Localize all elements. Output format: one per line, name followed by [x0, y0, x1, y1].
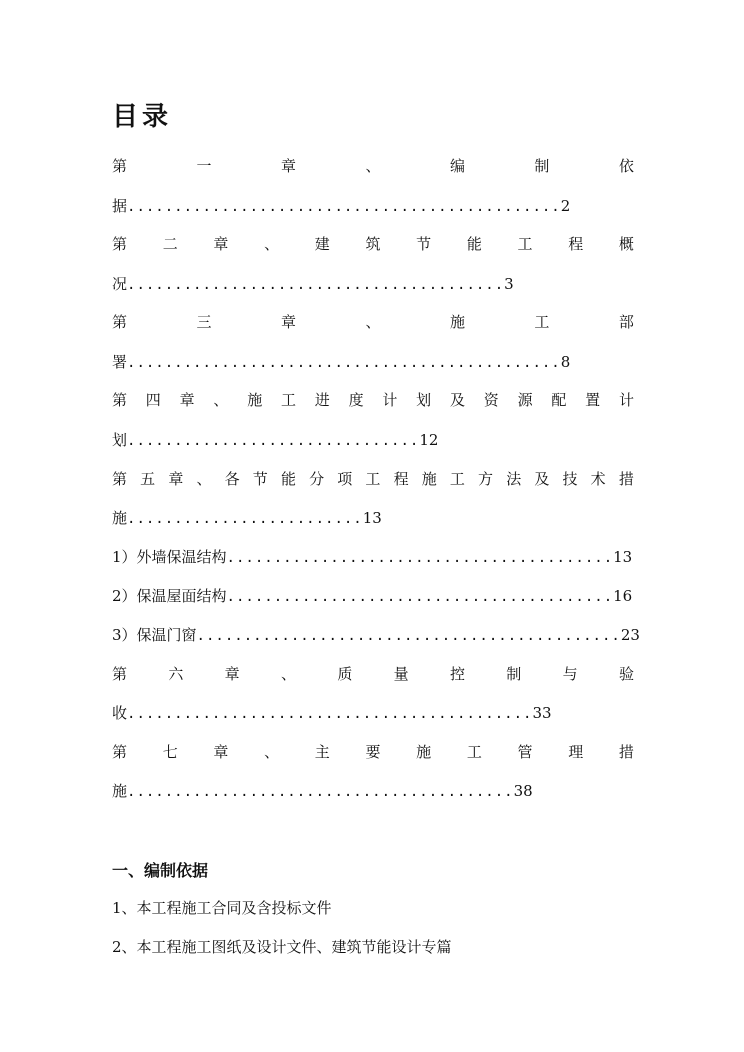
- toc-leader: .............................................: [196, 628, 621, 644]
- toc-subitem-1[interactable]: 1）外墙保温结构.........................................13: [112, 548, 633, 566]
- toc-page-number: 33: [532, 704, 552, 722]
- toc-page-number: 13: [613, 548, 633, 566]
- section-heading: 一、编制依据: [112, 861, 209, 880]
- body-paragraph: 1、本工程施工合同及含投标文件: [112, 899, 332, 917]
- toc-entry-chapter-4-cont[interactable]: 划...............................12: [112, 431, 439, 449]
- toc-entry-chapter-3-cont[interactable]: 署..............................................8: [112, 353, 571, 371]
- toc-entry-chapter-6[interactable]: 第 六 章 、 质 量 控 制 与 验: [112, 665, 634, 683]
- page-title: 目录: [112, 102, 173, 132]
- toc-page-number: 8: [560, 353, 571, 371]
- toc-entry-chapter-5[interactable]: 第 五 章 、 各 节 能 分 项 工 程 施 工 方 法 及 技 术 措: [112, 470, 634, 488]
- toc-page-number: 3: [504, 275, 514, 293]
- toc-entry-chapter-7-cont[interactable]: 施.........................................38: [112, 782, 533, 800]
- toc-leader: ........................................: [127, 277, 505, 293]
- toc-leader: ..............................................: [127, 355, 561, 371]
- body-paragraph: 2、本工程施工图纸及设计文件、建筑节能设计专篇: [112, 938, 452, 956]
- toc-page-number: 23: [620, 626, 640, 644]
- toc-leader: .........................................: [226, 589, 614, 605]
- toc-leader: .........................................: [127, 784, 514, 800]
- toc-subitem-2[interactable]: 2）保温屋面结构.........................................16: [112, 587, 633, 605]
- toc-entry-chapter-2[interactable]: 第 二 章 、 建 筑 节 能 工 程 概: [112, 235, 634, 253]
- toc-leader: .........................: [127, 511, 363, 527]
- toc-entry-chapter-1[interactable]: 第 一 章 、 编 制 依: [112, 157, 634, 175]
- toc-leader: .........................................: [226, 550, 614, 566]
- toc-entry-chapter-5-cont[interactable]: 施.........................13: [112, 509, 382, 527]
- toc-entry-chapter-1-cont[interactable]: 据..............................................2: [112, 197, 571, 215]
- toc-page-number: 38: [513, 782, 533, 800]
- toc-entry-chapter-7[interactable]: 第 七 章 、 主 要 施 工 管 理 措: [112, 743, 634, 761]
- toc-subitem-3[interactable]: 3）保温门窗.............................................23: [112, 626, 640, 644]
- toc-page-number: 13: [362, 509, 382, 527]
- toc-page-number: 16: [613, 587, 633, 605]
- toc-leader: ...........................................: [127, 706, 533, 722]
- toc-leader: ..............................................: [127, 199, 561, 215]
- toc-page-number: 12: [419, 431, 439, 449]
- toc-entry-chapter-4[interactable]: 第 四 章 、 施 工 进 度 计 划 及 资 源 配 置 计: [112, 391, 634, 409]
- toc-leader: ...............................: [127, 433, 420, 449]
- toc-entry-chapter-3[interactable]: 第 三 章 、 施 工 部: [112, 313, 634, 331]
- toc-page-number: 2: [560, 197, 571, 215]
- toc-entry-chapter-6-cont[interactable]: 收...........................................33: [112, 704, 552, 722]
- toc-entry-chapter-2-cont[interactable]: 况........................................3: [112, 275, 514, 293]
